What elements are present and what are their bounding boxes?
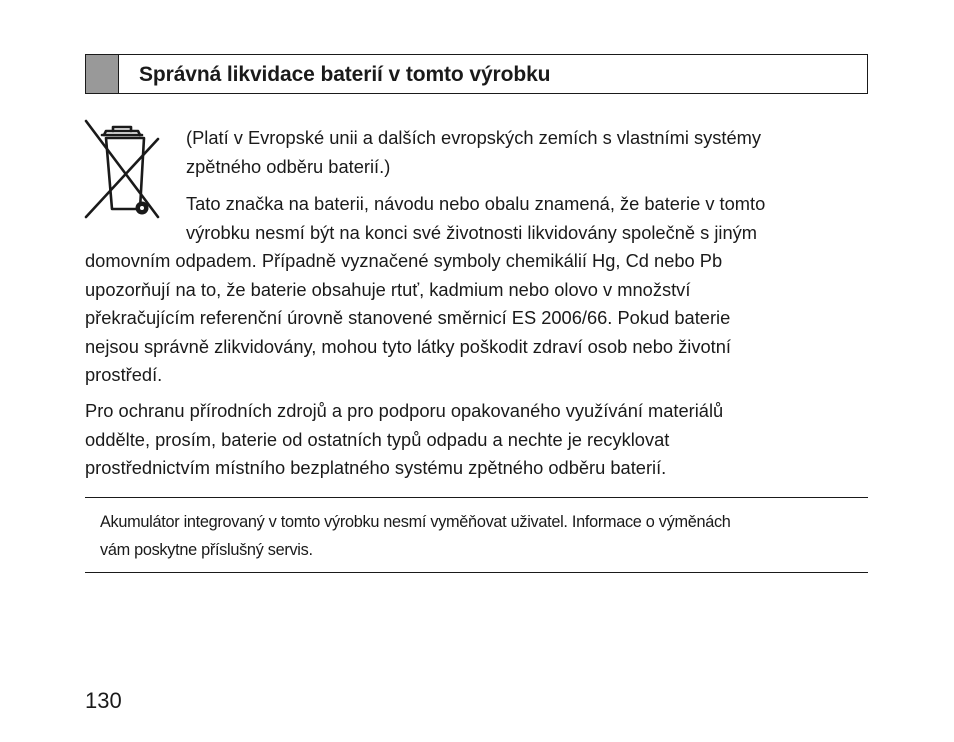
battery-symbol-paragraph <box>85 190 765 390</box>
text-line: oddělte, prosím, baterie od ostatních typů odpadu a nechte je recyklovat <box>85 428 670 450</box>
text-line: domovním odpadem. Případně vyznačené symboly chemikálií Hg, Cd nebo Pb <box>85 250 723 271</box>
note-box <box>100 508 731 564</box>
text-line: překračujícím referenční úrovně stanovené směrnicí ES 2006/66. Pokud baterie <box>85 307 731 328</box>
text-line: prostředí. <box>85 364 163 385</box>
note-bottom-rule <box>85 572 868 573</box>
heading-marker <box>86 55 119 93</box>
text-line: (Platí v Evropské unii a dalších evropských zemích s vlastními systémy <box>186 127 762 148</box>
note-top-rule <box>85 497 868 498</box>
text-line: Pro ochranu přírodních zdrojů a pro podporu opakovaného využívání materiálů <box>85 400 724 421</box>
section-title: Správná likvidace baterií v tomto výrobku <box>139 63 551 86</box>
text-line: zpětného odběru baterií.) <box>186 155 391 177</box>
section-heading <box>85 54 868 94</box>
intro-paragraph <box>186 124 761 181</box>
recycling-paragraph <box>85 397 723 483</box>
text-line: výrobku nesmí být na konci své životnosti likvidovány společně s jiným <box>186 221 758 243</box>
note-line: Akumulátor integrovaný v tomto výrobku nesmí vyměňovat uživatel. Informace o výměnách <box>100 513 731 531</box>
note-line: vám poskytne příslušný servis. <box>100 541 313 559</box>
text-line: nejsou správně zlikvidovány, mohou tyto látky poškodit zdraví osob nebo životní <box>85 335 731 357</box>
page-number: 130 <box>85 688 122 713</box>
text-line: prostřednictvím místního bezplatného systému zpětného odběru baterií. <box>85 457 667 478</box>
text-line: upozorňují na to, že baterie obsahuje rtuť, kadmium nebo olovo v množství <box>85 278 691 300</box>
text-line: Tato značka na baterii, návodu nebo obalu znamená, že baterie v tomto <box>186 193 766 214</box>
